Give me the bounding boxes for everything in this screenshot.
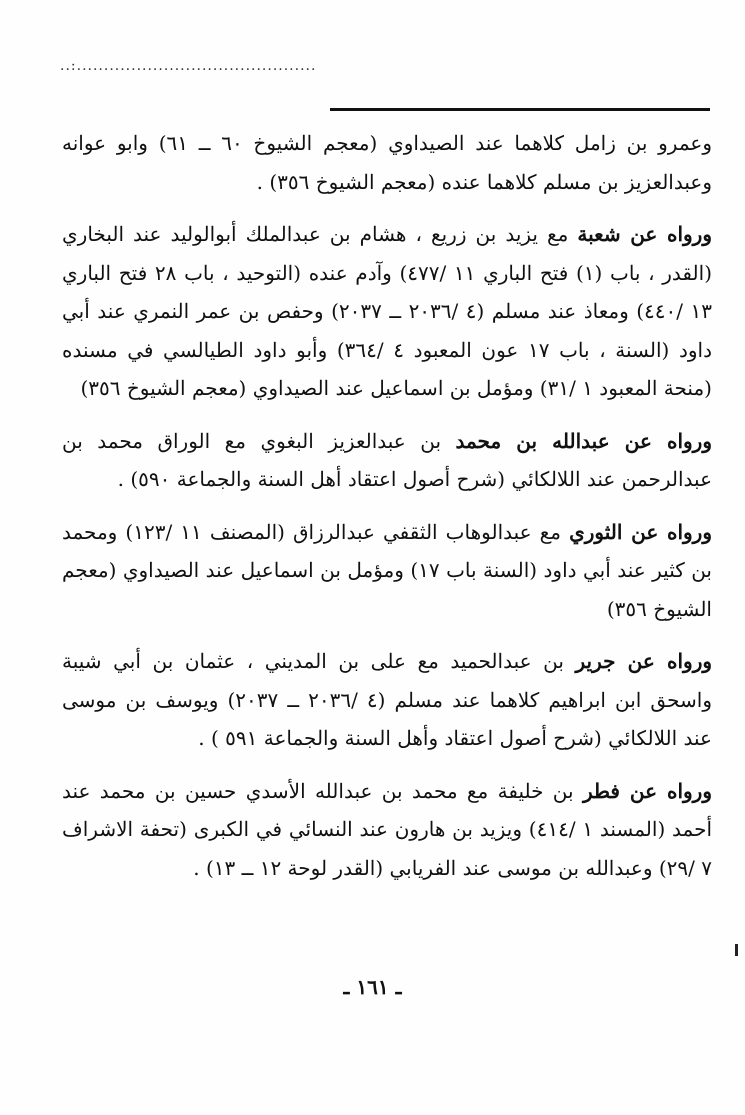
paragraph-4 <box>62 513 712 629</box>
paragraph-6 <box>62 772 712 888</box>
paragraph-text: بن عبدالحميد مع على بن المديني ، عثمان بن أبي شيبة واسحق ابن ابراهيم كلاهما عند مسلم (٤ /٢٠٣٦ ــ ٢٠٣٧) ويوسف بن موسى عند اللالكائي (شرح أصول اعتقاد وأهل السنة والجماعة ٥٩١ ) . <box>62 649 712 750</box>
paragraph-lead: ورواه عن فطر <box>582 778 712 803</box>
paragraph-5 <box>62 642 712 758</box>
paragraph-lead: ورواه عن عبدالله بن محمد <box>455 428 712 453</box>
page-number: ـ ١٦١ ـ <box>343 975 402 999</box>
paragraph-text: مع يزيد بن زريع ، هشام بن عبدالملك أبوالوليد عند البخاري (القدر ، باب (١) فتح الباري ١١ /٤٧٧) وآدم عنده (التوحيد ، باب ٢٨ فتح الباري ١٣ /٤٤٠) ومعاذ عند مسلم (٤ /٢٠٣٦ ــ ٢٠٣٧) وحفص بن عمر النمري عند أبي داود (السنة ، باب ١٧ عون المعبود ٤ /٣٦٤) وأبو داود الطيالسي في مسنده (منحة المعبود ١ /٣١) ومؤمل بن اسماعيل عند الصيداوي (معجم الشيوخ ٣٥٦) <box>62 222 712 400</box>
header-rule <box>330 108 710 111</box>
header-dotted-line: ..:............................................ <box>60 58 317 74</box>
paragraph-lead: ورواه عن جرير <box>575 649 713 673</box>
paragraph-text: بن عبدالعزيز البغوي مع الوراق محمد بن عبدالرحمن عند اللالكائي (شرح أصول اعتقاد أهل السنة والجماعة ٥٩٠) . <box>62 428 712 491</box>
paragraph-3 <box>62 422 712 499</box>
paragraph-text: بن خليفة مع محمد بن عبدالله الأسدي حسين بن محمد عند أحمد (المسند ١ /٤١٤) ويزيد بن هارون عند النسائي في الكبرى (تحفة الاشراف ٧ /٢٩) وعبدالله بن موسى عند الفريابي (القدر لوحة ١٢ ــ ١٣) . <box>62 778 712 880</box>
paragraph-2 <box>62 215 712 408</box>
page-body <box>62 124 712 901</box>
margin-mark <box>735 944 738 956</box>
paragraph-1 <box>62 124 712 201</box>
paragraph-text: مع عبدالوهاب الثقفي عبدالرزاق (المصنف ١١ /١٢٣) ومحمد بن كثير عند أبي داود (السنة باب ١٧) ومؤمل بن اسماعيل عند الصيداوي (معجم الشيوخ ٣٥٦) <box>62 519 712 621</box>
paragraph-text: وعمرو بن زامل كلاهما عند الصيداوي (معجم الشيوخ ٦٠ ــ ٦١) وابو عوانه وعبدالعزيز بن مسلم كلاهما عنده (معجم الشيوخ ٣٥٦) . <box>62 131 712 194</box>
paragraph-lead: ورواه عن الثوري <box>569 519 712 544</box>
paragraph-lead: ورواه عن شعبة <box>577 222 712 246</box>
